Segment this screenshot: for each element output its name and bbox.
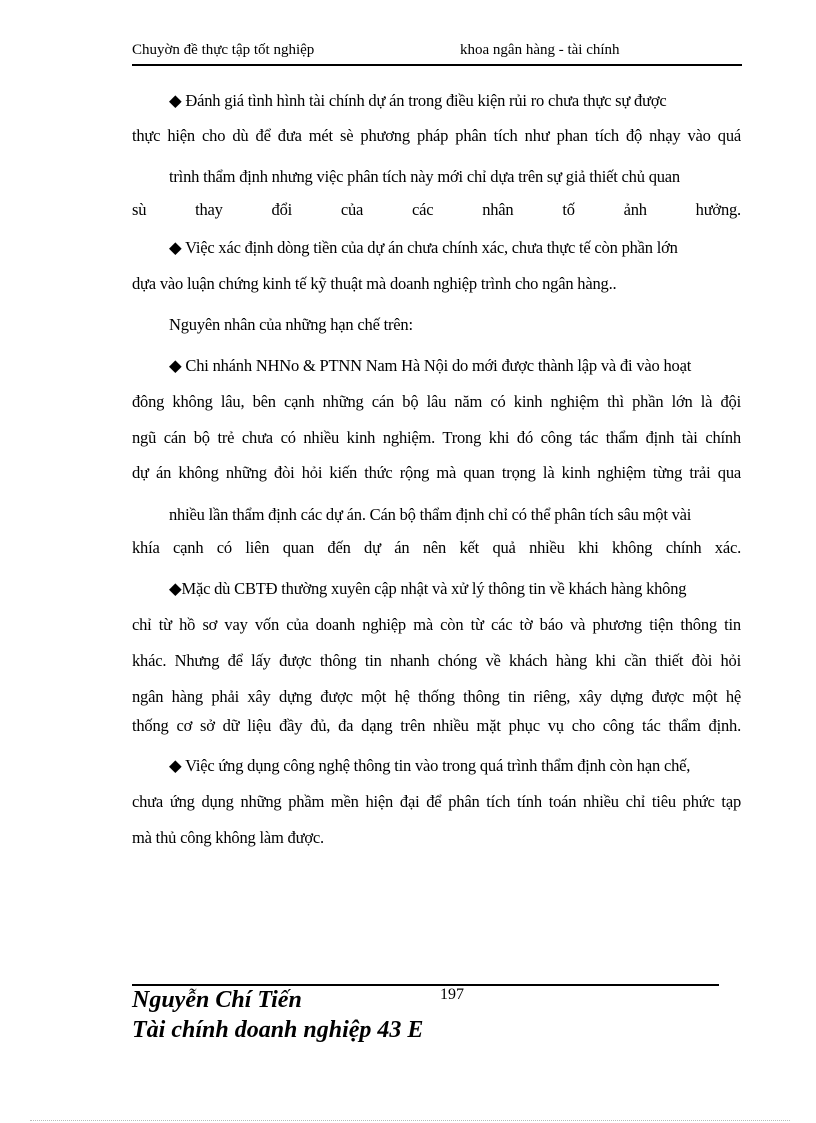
body-line: nhiều lần thẩm định các dự án. Cán bộ thẩm định chỉ có thể phân tích sâu một vài (169, 505, 692, 524)
body-line: khác. Nhưng để lấy được thông tin nhanh chóng về khách hàng khi cần thiết đòi hỏi (132, 651, 741, 670)
footer-rule (132, 984, 719, 986)
header-right-text: khoa ngân hàng - tài chính (460, 42, 620, 58)
body-line: dựa vào luận chứng kinh tế kỹ thuật mà doanh nghiệp trình cho ngân hàng.. (132, 274, 617, 293)
page-bottom-border (30, 1120, 790, 1121)
body-line: thống cơ sở dữ liệu đầy đủ, đa dạng trên nhiều mặt phục vụ cho công tác thẩm định. (132, 716, 741, 735)
class-name: Tài chính doanh nghiệp 43 E (132, 1017, 424, 1043)
body-line: Nguyên nhân của những hạn chế trên: (169, 315, 413, 334)
header-left-text: Chuyờn đề thực tập tốt nghiệp (132, 42, 315, 58)
body-line: mà thủ công không làm được. (132, 828, 324, 847)
body-line: ◆ Việc xác định dòng tiền của dự án chưa chính xác, chưa thực tế còn phần lớn (169, 238, 678, 257)
author-name: Nguyễn Chí Tiến (132, 987, 302, 1013)
body-line: thực hiện cho dù để đưa mét sè phương pháp phân tích như phan tích độ nhạy vào quá (132, 126, 741, 145)
body-line: đông không lâu, bên cạnh những cán bộ lâu năm có kinh nghiệm thì phần lớn là đội (132, 392, 741, 411)
page-number: 197 (440, 986, 464, 1003)
body-line: khía cạnh có liên quan đến dự án nên kết quả nhiều khi không chính xác. (132, 538, 741, 557)
body-line: ◆ Đánh giá tình hình tài chính dự án trong điều kiện rủi ro chưa thực sự được (169, 91, 667, 110)
body-line: chưa ứng dụng những phầm mền hiện đại để phân tích tính toán nhiều chỉ tiêu phức tạp (132, 792, 741, 811)
body-line: ngũ cán bộ trẻ chưa có nhiều kinh nghiệm. Trong khi đó công tác thẩm định tài chính (132, 428, 741, 447)
body-line: ◆ Chi nhánh NHNo & PTNN Nam Hà Nội do mới được thành lập và đi vào hoạt (169, 356, 692, 375)
page-header (132, 42, 742, 66)
body-line: trình thẩm định nhưng việc phân tích này mới chỉ dựa trên sự giả thiết chủ quan (169, 167, 680, 186)
body-line: dự án không những đòi hỏi kiến thức rộng mà quan trọng là kinh nghiệm từng trải qua (132, 463, 741, 482)
body-line: chỉ từ hồ sơ vay vốn của doanh nghiệp mà còn từ các tờ báo và phương tiện thông tin (132, 615, 741, 634)
body-line: ◆Mặc dù CBTĐ thường xuyên cập nhật và xử lý thông tin về khách hàng không (169, 579, 687, 598)
body-line: ngân hàng phải xây dựng được một hệ thống thông tin riêng, xây dựng được một hệ (132, 687, 741, 706)
body-line: sù thay đổi của các nhân tố ảnh hưởng. (132, 200, 741, 219)
body-line: ◆ Việc ứng dụng công nghệ thông tin vào trong quá trình thẩm định còn hạn chế, (169, 756, 691, 775)
